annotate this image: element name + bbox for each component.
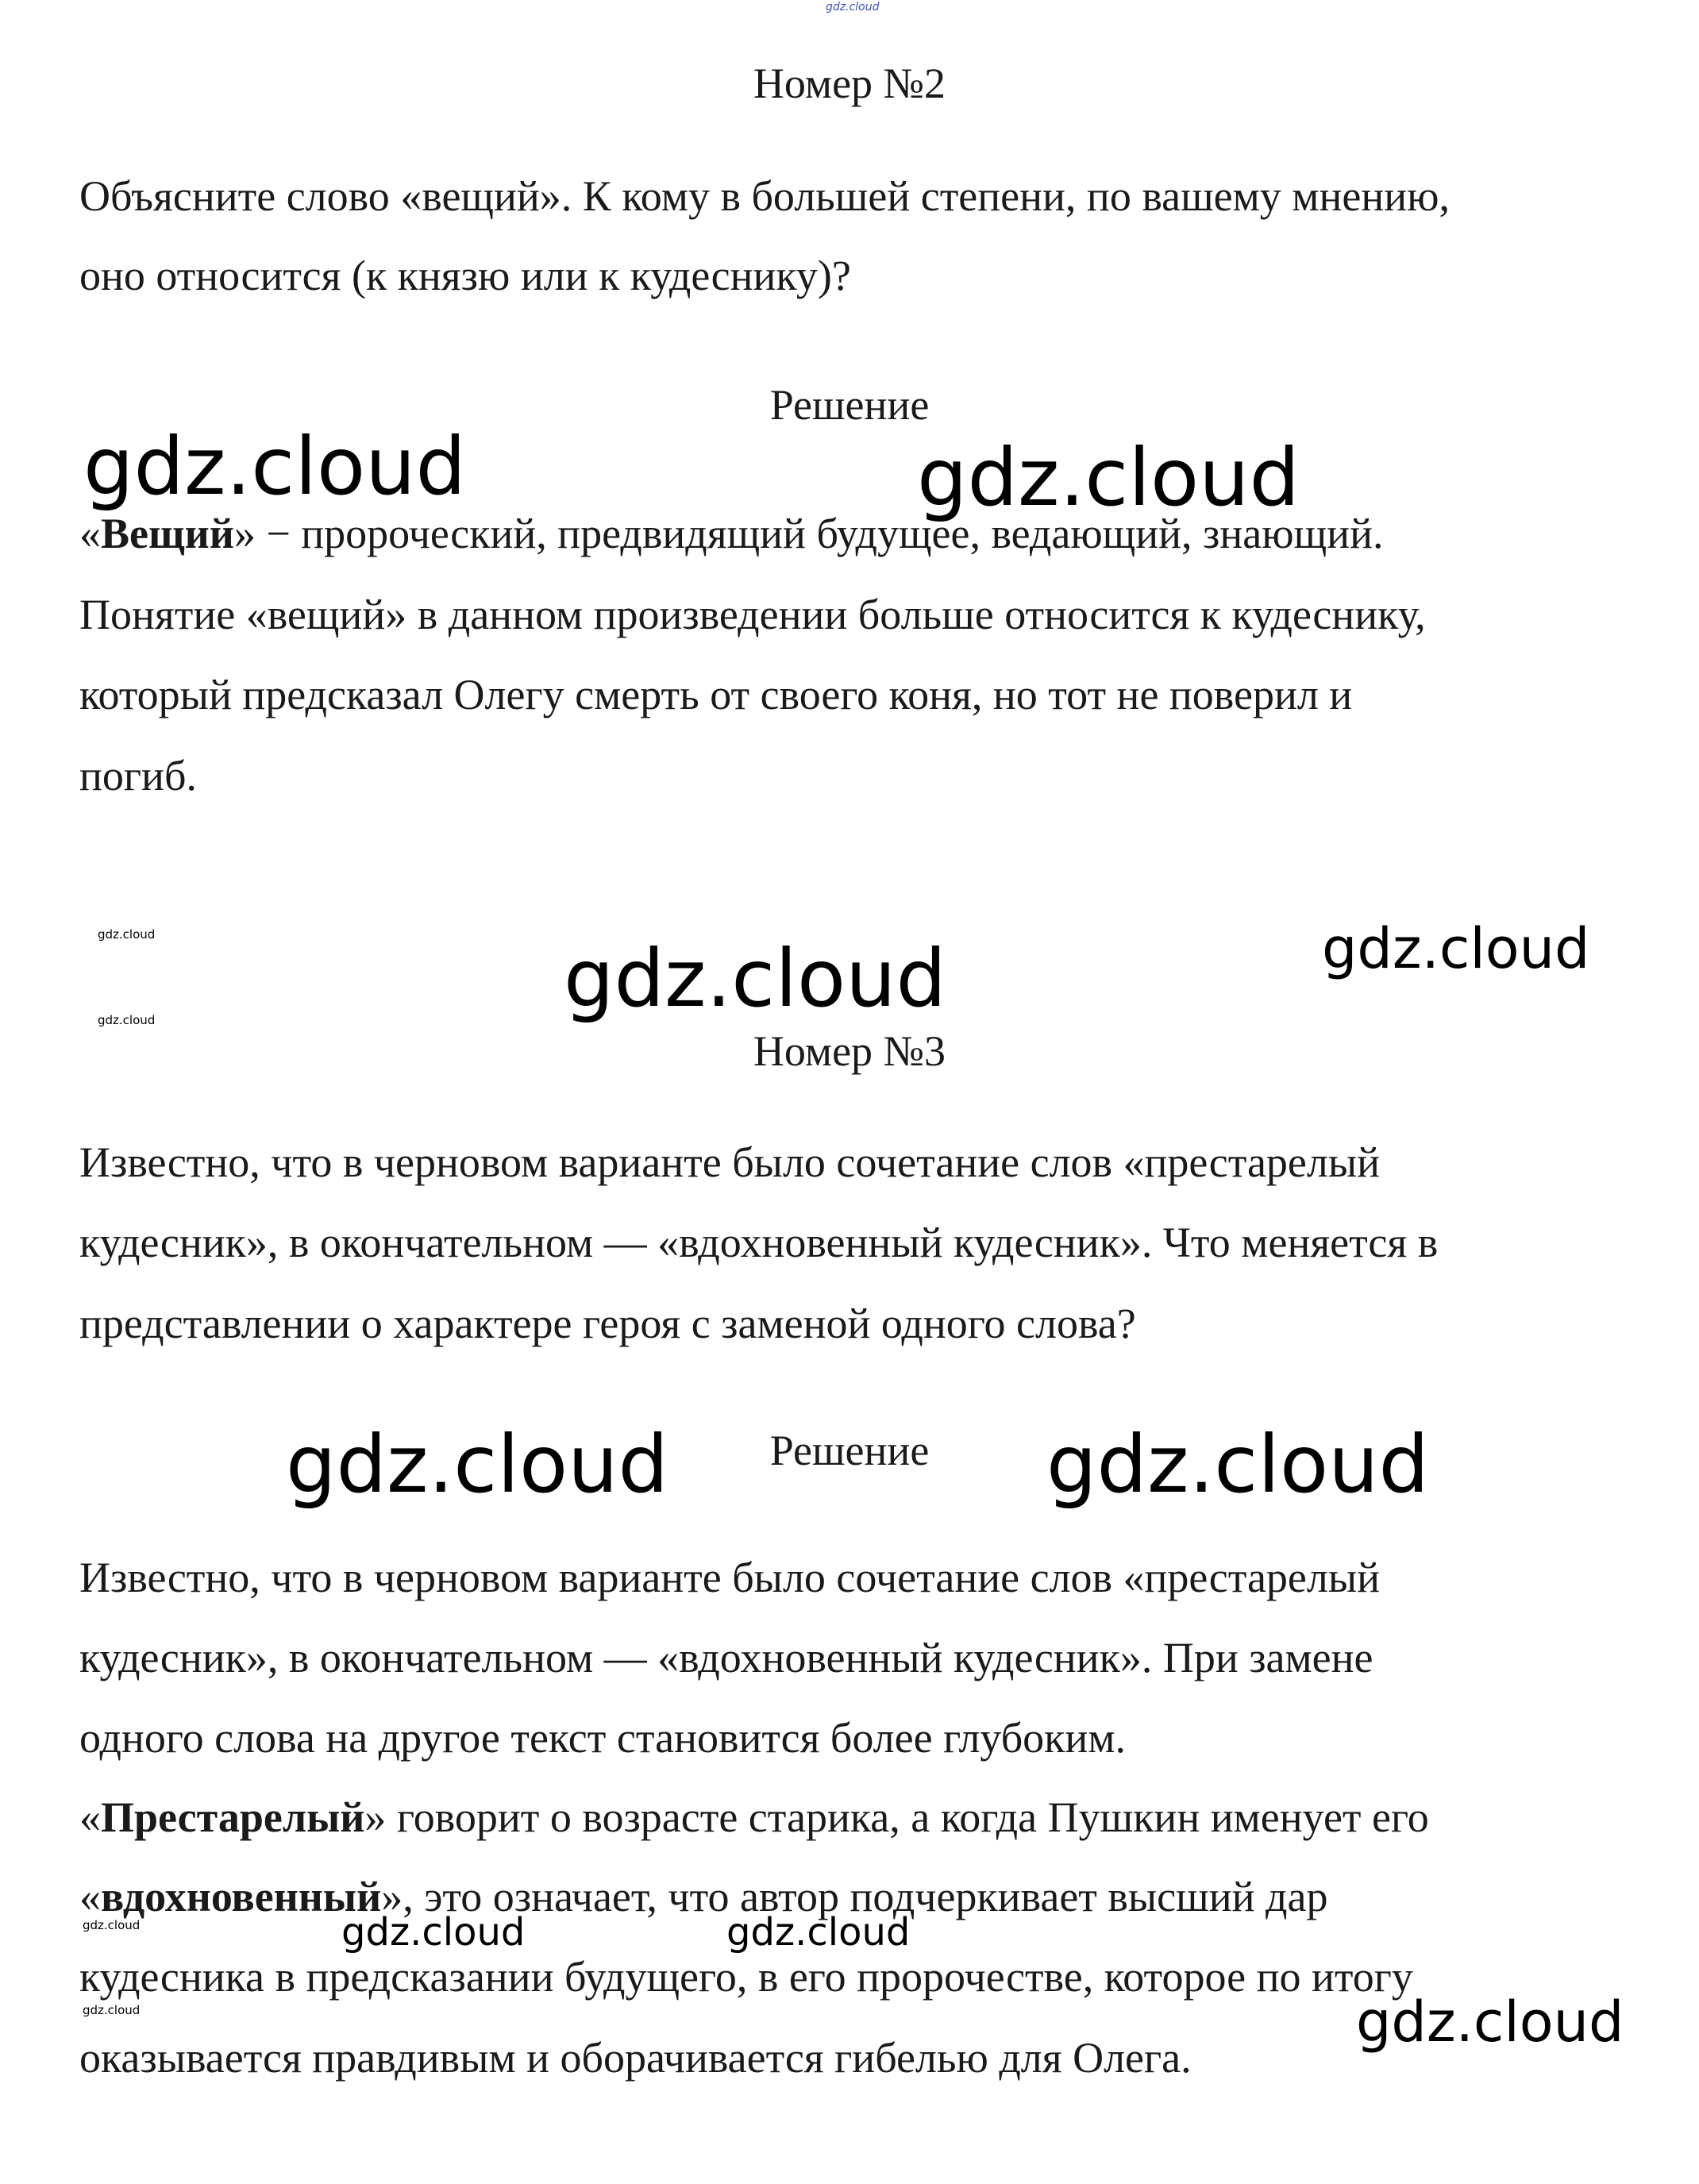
task3-answer-line-7: оказывается правдивым и оборачивается гибелью для Олега. (79, 2034, 1192, 2082)
task2-solution-label: Решение (769, 381, 930, 429)
task3-answer-line-2: кудесник», в окончательном — «вдохновенный кудесник». При замене (79, 1634, 1373, 1681)
watermark: gdz.cloud (1322, 916, 1590, 981)
watermark: gdz.cloud (1356, 1989, 1624, 2055)
watermark: gdz.cloud (286, 1418, 669, 1511)
term-vdokhnovennyy: вдохновенный (101, 1873, 382, 1920)
task3-question-line-1: Известно, что в черновом варианте было сочетание слов «престарелый (79, 1138, 1381, 1186)
task2-question-line-1: Объясните слово «вещий». К кому в большей степени, по вашему мнению, (79, 172, 1450, 220)
task3-answer-line-3: одного слова на другое текст становится более глубоким. (79, 1714, 1126, 1762)
term-veshchiy: Вещий (101, 510, 234, 557)
task2-answer-line-4: погиб. (79, 752, 197, 799)
task3-question-line-2: кудесник», в окончательном — «вдохновенный кудесник». Что меняется в (79, 1219, 1439, 1266)
task2-answer-line-2: Понятие «вещий» в данном произведении больше относится к кудеснику, (79, 591, 1426, 638)
task3-answer-line-1: Известно, что в черновом варианте было сочетание слов «престарелый (79, 1554, 1381, 1601)
task3-answer-line-4-rest: говорит о возрасте старика, а когда Пушкин именует его (386, 1793, 1429, 1841)
watermark: gdz.cloud (917, 431, 1300, 524)
task3-answer-line-4: «Престарелый» говорит о возрасте старика, а когда Пушкин именует его (79, 1793, 1429, 1841)
task2-question-line-2: оно относится (к князю или к кудеснику)? (79, 252, 851, 299)
watermark: gdz.cloud (1046, 1418, 1430, 1511)
task3-answer-line-5: «вдохновенный», это означает, что автор подчеркивает высший дар (79, 1873, 1328, 1920)
task3-solution-label: Решение (769, 1427, 930, 1474)
watermark-small: gdz.cloud (83, 2003, 141, 2017)
task2-title: Номер №2 (753, 60, 946, 107)
task3-answer-line-6: кудесника в предсказании будущего, в его пророчестве, которое по итогу (79, 1953, 1413, 2001)
task2-answer-line-1: «Вещий» − пророческий, предвидящий будущее, ведающий, знающий. (79, 510, 1384, 557)
watermark: gdz.cloud (726, 1910, 911, 1955)
watermark: gdz.cloud (83, 420, 467, 513)
task2-answer-line-3: который предсказал Олегу смерть от своего коня, но тот не поверил и (79, 671, 1353, 718)
watermark: gdz.cloud (564, 932, 947, 1025)
watermark-small: gdz.cloud (98, 927, 156, 942)
task3-answer-line-5-rest: , это означает, что автор подчеркивает высший дар (403, 1873, 1328, 1920)
task3-question-line-3: представлении о характере героя с заменой одного слова? (79, 1300, 1136, 1347)
watermark-top: gdz.cloud (826, 1, 880, 13)
watermark: gdz.cloud (341, 1910, 526, 1955)
watermark-small: gdz.cloud (98, 1013, 156, 1027)
term-prestarelyy: Престарелый (101, 1793, 365, 1841)
task2-answer-line-1-rest: − пророческий, предвидящий будущее, ведающий, знающий. (255, 510, 1384, 557)
watermark-small: gdz.cloud (83, 1918, 141, 1932)
task3-title: Номер №3 (753, 1027, 946, 1075)
